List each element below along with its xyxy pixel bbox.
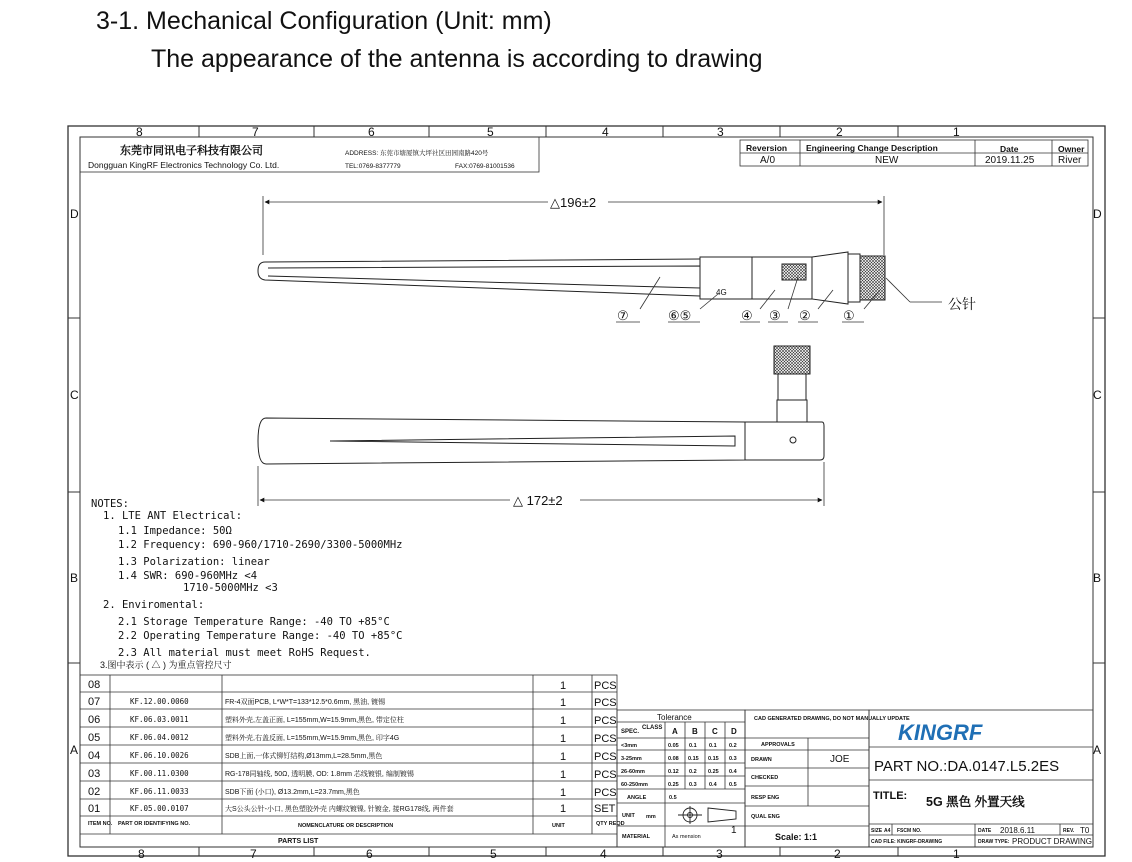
tolerance-val: 0.05 xyxy=(668,743,679,749)
parts-desc: 大S公头公针-小口, 黑色塑胶外壳 内螺纹镀镍, 针镀金, 接RG178线, 两件套 xyxy=(225,806,454,813)
parts-part-no: KF.05.00.0107 xyxy=(130,804,189,813)
parts-item: 02 xyxy=(88,786,101,798)
tolerance-val: 0.25 xyxy=(668,782,679,788)
parts-unit: PCS xyxy=(594,751,617,763)
col-label-top: 4 xyxy=(602,125,609,139)
parts-list-label: PARTS LIST xyxy=(278,838,319,845)
tolerance-col: A xyxy=(672,727,678,736)
tolerance-val: 0.5 xyxy=(729,782,737,788)
col-label-top: 2 xyxy=(836,125,843,139)
col-label-top: 6 xyxy=(368,125,375,139)
draw-type-label: DRAW TYPE: xyxy=(978,839,1010,845)
parts-unit: PCS xyxy=(594,715,617,727)
antenna-bent-view xyxy=(258,346,824,464)
parts-unit: PCS xyxy=(594,787,617,799)
note-line: 3.图中表示 ( △ ) 为重点管控尺寸 xyxy=(100,660,232,670)
tolerance-val: 0.12 xyxy=(668,769,679,775)
dimension-196-label: △196±2 xyxy=(550,195,597,210)
parts-unit: PCS xyxy=(594,697,617,709)
col-label-bottom: 3 xyxy=(716,847,723,861)
dimension-172-label: △ 172±2 xyxy=(513,493,563,508)
col-label-bottom: 8 xyxy=(138,847,145,861)
cad-note: CAD GENERATED DRAWING, DO NOT MANUALLY UPDATE xyxy=(754,716,910,722)
rev-label: REV. xyxy=(1063,828,1075,834)
row-label-left: D xyxy=(70,207,79,221)
col-label-bottom: 6 xyxy=(366,847,373,861)
tolerance-title: Tolerance xyxy=(657,713,692,722)
qual-eng-label: QUAL ENG xyxy=(751,814,780,820)
tolerance-angle-label: ANGLE xyxy=(627,795,647,801)
resp-eng-label: RESP ENG xyxy=(751,795,780,801)
parts-item: 08 xyxy=(88,679,101,691)
company-fax: FAX:0769-81001536 xyxy=(455,163,515,170)
drawn-by: JOE xyxy=(830,754,850,765)
fscm-label: FSCM NO. xyxy=(897,828,922,834)
rev-value-desc: NEW xyxy=(875,155,899,166)
parts-item: 01 xyxy=(88,803,101,815)
parts-desc: 塑料外壳,右盖反面, L=155mm,W=15.9mm,黑色, 印字4G xyxy=(225,735,400,742)
tolerance-material-val: As mension xyxy=(672,834,701,840)
parts-part-no: KF.06.03.0011 xyxy=(130,715,189,724)
parts-desc: FR-4双面PCB, L*W*T=133*12.5*0.6mm, 黑油, 镀锡 xyxy=(225,699,386,706)
tolerance-val: 0.4 xyxy=(729,769,737,775)
col-label-top: 7 xyxy=(252,125,259,139)
rev-header-reversion: Reversion xyxy=(746,143,788,153)
rev-header-date: Date xyxy=(1000,144,1019,154)
col-label-bottom: 7 xyxy=(250,847,257,861)
parts-item: 04 xyxy=(88,750,101,762)
rev-value-rev: A/0 xyxy=(760,155,776,166)
parts-qty: 1 xyxy=(560,715,567,727)
checked-label: CHECKED xyxy=(751,775,779,781)
parts-unit: PCS xyxy=(594,733,617,745)
svg-text:4G: 4G xyxy=(716,288,727,297)
parts-qty: 1 xyxy=(560,751,567,763)
parts-header-desc: NOMENCLATURE OR DESCRIPTION xyxy=(298,823,394,829)
notes-title: NOTES: xyxy=(91,498,129,510)
parts-item: 03 xyxy=(88,768,101,780)
date-value: 2018.6.11 xyxy=(1000,826,1035,835)
parts-item: 05 xyxy=(88,732,101,744)
parts-qty: 1 xyxy=(560,680,567,692)
col-label-bottom: 1 xyxy=(953,847,960,861)
col-label-top: 5 xyxy=(487,125,494,139)
parts-qty: 1 xyxy=(560,803,567,815)
company-name-en: Dongguan KingRF Electronics Technology Co. Ltd. xyxy=(88,160,280,170)
projection-symbol xyxy=(678,806,736,824)
row-label-left: B xyxy=(70,571,79,585)
parts-part-no: KF.06.10.0026 xyxy=(130,751,189,760)
parts-header-unit: UNIT xyxy=(552,823,565,829)
tolerance-val: 0.1 xyxy=(709,743,717,749)
rev-header-owner: Owner xyxy=(1058,144,1085,154)
parts-qty: 1 xyxy=(560,733,567,745)
tolerance-val: 0.15 xyxy=(708,756,719,762)
company-address: ADDRESS: 东莞市塘厦镇大坪社区田园南路420号 xyxy=(345,150,489,157)
tolerance-val: 0.2 xyxy=(689,769,697,775)
tolerance-val: 0.4 xyxy=(709,782,717,788)
tolerance-col: D xyxy=(731,727,737,736)
col-label-bottom: 2 xyxy=(834,847,841,861)
parts-header-part: PART OR IDENTIFYING NO. xyxy=(118,821,191,827)
note-line: 2.3 All material must meet RoHS Request. xyxy=(118,647,371,659)
section-heading: 3-1. Mechanical Configuration (Unit: mm) xyxy=(96,7,552,35)
note-line: 1.3 Polarization: linear xyxy=(118,556,270,568)
company-name-cn: 东莞市同讯电子科技有限公司 xyxy=(120,145,263,157)
note-line: 1.1 Impedance: 50Ω xyxy=(118,525,232,537)
tolerance-col: C xyxy=(712,727,718,736)
tolerance-range: 26-60mm xyxy=(621,769,645,775)
callout-3: ③ xyxy=(769,308,781,323)
row-label-left: C xyxy=(70,388,79,402)
outer-frame xyxy=(68,126,1105,856)
tolerance-range: 3-25mm xyxy=(621,756,642,762)
row-label-left: A xyxy=(70,743,79,757)
parts-part-no: KF.06.11.0033 xyxy=(130,787,189,796)
kingrf-logo: KINGRF xyxy=(898,720,983,745)
tolerance-val: 0.3 xyxy=(689,782,697,788)
tolerance-col: B xyxy=(692,727,698,736)
tolerance-val: 0.15 xyxy=(688,756,699,762)
title-value: 5G 黑色 外置天线 xyxy=(926,795,1025,809)
company-tel: TEL:0769-8377779 xyxy=(345,163,401,170)
callout-1: ① xyxy=(843,308,855,323)
date-label: DATE xyxy=(978,828,992,834)
col-label-top: 8 xyxy=(136,125,143,139)
row-label-right: C xyxy=(1093,388,1102,402)
tolerance-range: 60-250mm xyxy=(621,782,648,788)
rev-header-desc: Engineering Change Description xyxy=(806,143,938,153)
tolerance-val: 0.08 xyxy=(668,756,679,762)
cad-file-label: CAD FILE: KINGRF-DRAWING xyxy=(871,839,943,845)
title-label: TITLE: xyxy=(873,790,908,802)
row-label-right: B xyxy=(1093,571,1102,585)
tolerance-val: 0.1 xyxy=(689,743,697,749)
parts-item: 07 xyxy=(88,696,101,708)
note-line: 2. Enviromental: xyxy=(103,599,205,611)
col-label-top: 3 xyxy=(717,125,724,139)
tolerance-range: <3mm xyxy=(621,743,638,749)
parts-item: 06 xyxy=(88,714,101,726)
parts-desc: RG-178同轴线, 50Ω, 透明膜, OD: 1.8mm 芯线镀银, 编制镀锡 xyxy=(225,771,414,778)
tolerance-unit-label: UNIT xyxy=(622,813,635,819)
tolerance-val: 0.3 xyxy=(729,756,737,762)
callout-4: ④ xyxy=(741,308,753,323)
parts-desc: SDB下面 (小口), Ø13.2mm,L=23.7mm,黑色 xyxy=(225,789,360,796)
parts-desc: 塑料外壳,左盖正面, L=155mm,W=15.9mm,黑色, 带定位柱 xyxy=(225,717,404,724)
parts-part-no: KF.12.00.0060 xyxy=(130,697,189,706)
parts-header-qty: QTY REQD xyxy=(596,821,625,827)
parts-unit: PCS xyxy=(594,680,617,692)
tolerance-class-label: CLASS xyxy=(642,725,663,731)
parts-part-no: KF.06.04.0012 xyxy=(130,733,189,742)
col-label-bottom: 5 xyxy=(490,847,497,861)
col-label-top: 1 xyxy=(953,125,960,139)
parts-qty: 1 xyxy=(560,787,567,799)
note-line: 1.4 SWR: 690-960MHz <4 xyxy=(118,570,258,582)
rev-value-date: 2019.11.25 xyxy=(985,155,1035,166)
tolerance-unit-val: mm xyxy=(646,814,656,820)
tolerance-spec-label: SPEC. xyxy=(621,729,640,735)
tolerance-val: 0.2 xyxy=(729,743,737,749)
draw-type-value: PRODUCT DRAWING xyxy=(1012,837,1092,846)
part-number: PART NO.:DA.0147.L5.2ES xyxy=(874,758,1060,775)
parts-qty: 1 xyxy=(560,769,567,781)
rev-value: T0 xyxy=(1080,826,1090,835)
note-line: 1. LTE ANT Electrical: xyxy=(103,510,243,522)
row-label-right: A xyxy=(1093,743,1102,757)
approvals-label: APPROVALS xyxy=(761,742,795,748)
row-label-right: D xyxy=(1093,207,1102,221)
note-line: 1710-5000MHz <3 xyxy=(183,582,278,594)
section-subheading: The appearance of the antenna is according to drawing xyxy=(151,45,763,73)
callout-2: ② xyxy=(799,308,811,323)
note-line: 2.2 Operating Temperature Range: -40 TO +85°C xyxy=(118,630,403,642)
parts-desc: SDB上面,一体式铆钉结构,Ø13mm,L=28.5mm,黑色 xyxy=(225,753,383,760)
tolerance-material-label: MATERIAL xyxy=(622,834,651,840)
scale-label: Scale: 1:1 xyxy=(775,832,818,842)
tolerance-val: 0.25 xyxy=(708,769,719,775)
note-line: 2.1 Storage Temperature Range: -40 TO +85°C xyxy=(118,616,390,628)
note-line: 1.2 Frequency: 690-960/1710-2690/3300-5000MHz xyxy=(118,539,403,551)
parts-header-item: ITEM NO. xyxy=(88,821,113,827)
parts-qty: 1 xyxy=(560,697,567,709)
drawn-label: DRAWN xyxy=(751,757,772,763)
rev-value-owner: River xyxy=(1058,155,1082,166)
parts-part-no: KF.00.11.0300 xyxy=(130,769,189,778)
tolerance-material-qty: 1 xyxy=(731,825,737,836)
parts-unit: PCS xyxy=(594,769,617,781)
parts-unit: SET xyxy=(594,803,616,815)
size-value: A4 xyxy=(884,828,891,834)
callout-7: ⑦ xyxy=(617,308,629,323)
antenna-side-view xyxy=(258,252,885,304)
callout-6-5: ⑥⑤ xyxy=(668,308,692,323)
size-label: SIZE xyxy=(871,828,883,834)
col-label-bottom: 4 xyxy=(600,847,607,861)
tolerance-angle-val: 0.5 xyxy=(669,795,677,801)
pin-label: 公针 xyxy=(948,296,976,312)
